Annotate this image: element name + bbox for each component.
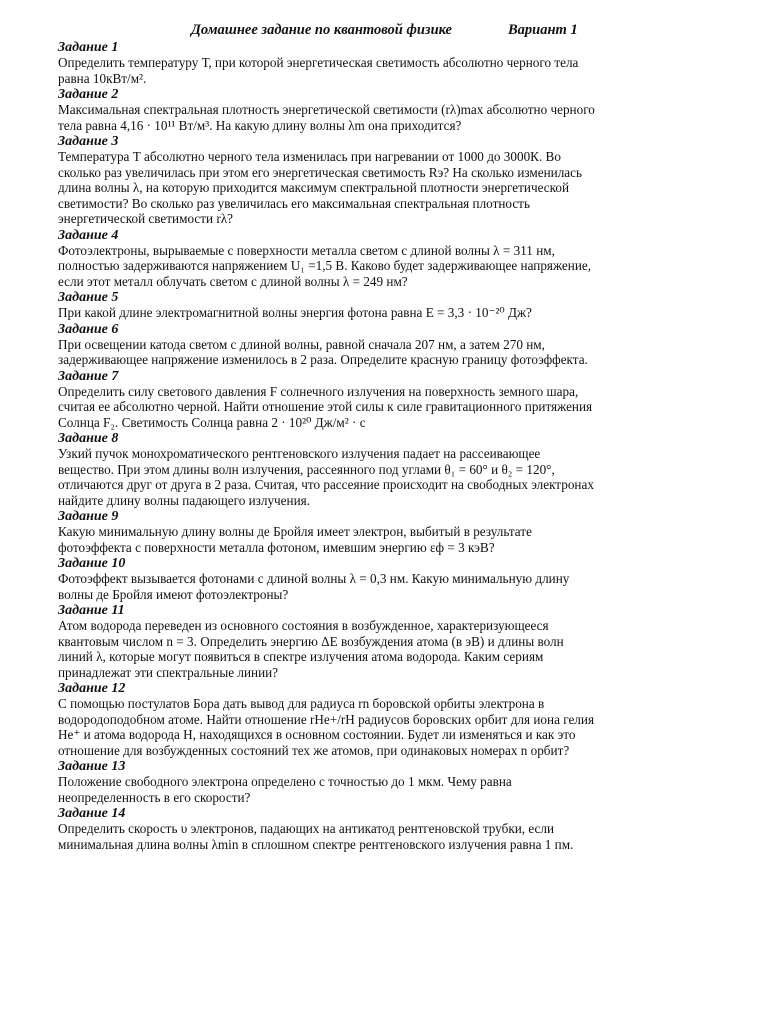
task-title: Задание 3	[58, 134, 119, 149]
task-title: Задание 14	[58, 806, 126, 821]
task-title: Задание 6	[58, 321, 119, 337]
task-title: Задание 4	[58, 227, 119, 243]
task-text: При освещении катода светом с длиной волны, равной сначала 207 нм, а затем 270 нм, задерживающее напряжение изменилось в 2 раза. Определите красную границу фотоэффекта.	[58, 336, 588, 367]
task-title: Задание 12	[58, 681, 126, 696]
document-header	[58, 20, 630, 40]
task-text: С помощью постулатов Бора дать вывод для радиуса rn боровской орбиты электрона в водородоподобном атоме. Найти отношение rHe+/rH радиусов боровских орбит для иона гелия He⁺ и атома водорода H, находящихся в основном состоянии. Будет ли изменяться и как это отношение для возбужденных состояний тех же атомов, при одинаковых номерах n орбит?	[58, 696, 595, 758]
task-text: Определить температуру Т, при которой энергетическая светимость абсолютно черного тела равна 10кВт/м².	[58, 55, 579, 86]
task-10	[58, 556, 630, 602]
task-8	[58, 431, 630, 508]
task-text: При какой длине электромагнитной волны энергия фотона равна E = 3,3 · 10⁻²⁰ Дж?	[58, 305, 532, 320]
task-text: Температура Т абсолютно черного тела изменилась при нагревании от 1000 до 3000К. Во сколько раз увеличилась при этом его энергетическая светимость Rэ? На сколько изменилась длина волны λ, на которую приходится максимум спектральной плотности энергетической светимости? Во сколько раз увеличилась его максимальная спектральная плотность энергетической светимости rλ?	[58, 149, 583, 226]
task-title: Задание 13	[58, 759, 126, 774]
task-text: Положение свободного электрона определено с точностью до 1 мкм. Чему равна неопределенность в его скорости?	[58, 774, 512, 805]
task-text: Узкий пучок монохроматического рентгеновского излучения падает на рассеивающее вещество. При этом длины волн излучения, рассеянного под углами θ₁ = 60° и θ₂ = 120°, отличаются друг от друга в 2 раза. Считая, что рассеяние происходит на свободных электронах найдите длину волны падающего излучения.	[58, 446, 594, 508]
variant-label: Вариант 1	[508, 22, 578, 38]
task-3	[58, 134, 630, 227]
task-9	[58, 509, 630, 555]
task-title: Задание 8	[58, 431, 119, 446]
task-text: Определить скорость υ электронов, падающих на антикатод рентгеновской трубки, если минимальная длина волны λmin в сплошном спектре рентгеновского излучения равна 1 пм.	[58, 821, 574, 852]
task-1	[58, 40, 630, 86]
task-title: Задание 5	[58, 290, 119, 305]
task-12	[58, 681, 630, 758]
task-title: Задание 7	[58, 368, 119, 384]
task-4	[58, 228, 630, 290]
task-7	[58, 369, 630, 431]
task-text: Определить силу светового давления F солнечного излучения на поверхность земного шара, считая ее абсолютно черной. Найти отношение этой силы к силе гравитационного притяжения Солнца F₂. Светимость Солнца равна 2 · 10²⁰ Дж/м² · с	[58, 383, 593, 430]
task-title: Задание 1	[58, 40, 119, 55]
task-2	[58, 87, 630, 133]
task-title: Задание 2	[58, 87, 119, 102]
task-14	[58, 806, 630, 852]
task-text: Фотоэлектроны, вырываемые с поверхности металла светом с длиной волны λ = 311 нм, полностью задерживаются напряжением U₁ =1,5 В. Каково будет задерживающее напряжение, если этот металл облучать светом с длиной волны λ = 249 нм?	[58, 242, 592, 289]
task-text: Фотоэффект вызывается фотонами с длиной волны λ = 0,3 нм. Какую минимальную длину волны де Бройля имеют фотоэлектроны?	[58, 571, 570, 602]
task-text: Какую минимальную длину волны де Бройля имеет электрон, выбитый в результате фотоэффекта с поверхности металла фотоном, имевшим энергию εф = 3 кэВ?	[58, 524, 532, 555]
task-text: Атом водорода переведен из основного состояния в возбужденное, характеризующееся квантовым числом n = 3. Определить энергию ΔE возбуждения атома (в эВ) и длины волн линий λ, которые могут появиться в спектре излучения атома водорода. Каким сериям принадлежат эти спектральные линии?	[58, 618, 564, 680]
task-11	[58, 603, 630, 680]
task-title: Задание 11	[58, 603, 125, 618]
task-5	[58, 290, 630, 321]
task-title: Задание 10	[58, 556, 126, 571]
task-title: Задание 9	[58, 509, 119, 524]
task-6	[58, 322, 630, 368]
task-13	[58, 759, 630, 805]
document-title: Домашнее задание по квантовой физике	[191, 22, 452, 38]
task-text: Максимальная спектральная плотность энергетической светимости (rλ)max абсолютно черного тела равна 4,16 · 10¹¹ Вт/м³. На какую длину волны λm она приходится?	[58, 102, 595, 133]
document-page	[58, 20, 630, 853]
